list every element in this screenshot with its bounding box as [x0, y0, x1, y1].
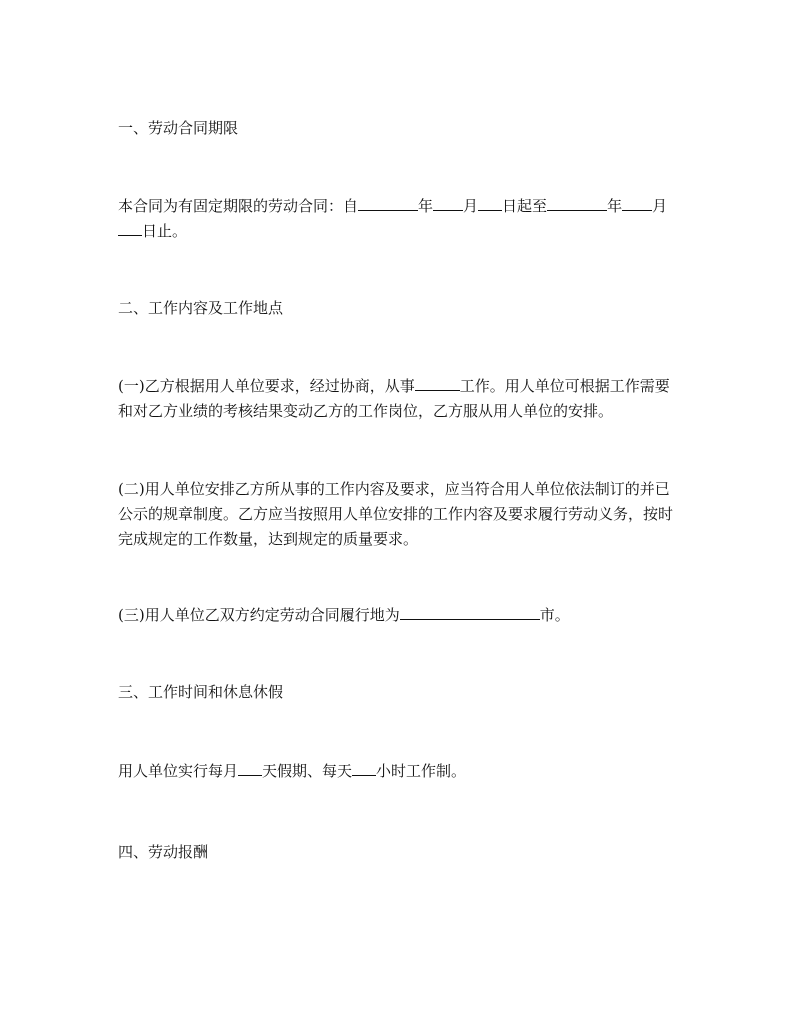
paragraph-text: 月 — [463, 197, 479, 215]
section-1-heading — [118, 116, 678, 141]
paragraph-text: 工作。用人单位可根据工作需要和对乙方业绩的考核结果变动乙方的工作岗位，乙方服从用人单位的安排。 — [118, 377, 670, 420]
section-2-paragraph-3 — [118, 603, 678, 628]
fill-blank[interactable] — [118, 221, 142, 236]
paragraph-text: 年 — [607, 197, 623, 215]
section-2-heading — [118, 296, 678, 321]
heading-text: 三、工作时间和休息休假 — [118, 683, 284, 701]
paragraph-text: 小时工作制。 — [376, 762, 467, 780]
fill-blank[interactable] — [415, 376, 460, 391]
heading-text: 四、劳动报酬 — [118, 843, 209, 861]
fill-blank[interactable] — [622, 196, 652, 211]
paragraph-text: 日起至 — [502, 197, 548, 215]
paragraph-text: (二)用人单位安排乙方所从事的工作内容及要求，应当符合用人单位依法制订的并已公示的规章制度。乙方应当按照用人单位安排的工作内容及要求履行劳动义务，按时完成规定的工作数量，达到规定的质量要求。 — [118, 480, 674, 548]
paragraph-text: 用人单位实行每月 — [118, 762, 239, 780]
fill-blank[interactable] — [400, 605, 540, 620]
paragraph-text: 日止。 — [142, 222, 188, 240]
paragraph-text: (一)乙方根据用人单位要求，经过协商，从事 — [118, 377, 415, 395]
section-4-heading — [118, 840, 678, 865]
section-1-paragraph — [118, 194, 678, 244]
fill-blank[interactable] — [547, 196, 607, 211]
heading-text: 一、劳动合同期限 — [118, 119, 239, 137]
fill-blank[interactable] — [433, 196, 463, 211]
paragraph-text: 天假期、每天 — [262, 762, 353, 780]
paragraph-text: 月 — [652, 197, 668, 215]
fill-blank[interactable] — [358, 196, 418, 211]
paragraph-text: 本合同为有固定期限的劳动合同：自 — [118, 197, 359, 215]
paragraph-text: 市。 — [539, 606, 570, 624]
heading-text: 二、工作内容及工作地点 — [118, 299, 284, 317]
section-3-paragraph — [118, 759, 678, 784]
section-2-paragraph-2 — [118, 477, 678, 552]
fill-blank[interactable] — [478, 196, 502, 211]
paragraph-text: 年 — [418, 197, 434, 215]
fill-blank[interactable] — [352, 761, 376, 776]
section-2-paragraph-1 — [118, 374, 678, 424]
fill-blank[interactable] — [238, 761, 262, 776]
paragraph-text: (三)用人单位乙双方约定劳动合同履行地为 — [118, 606, 400, 624]
section-3-heading — [118, 680, 678, 705]
